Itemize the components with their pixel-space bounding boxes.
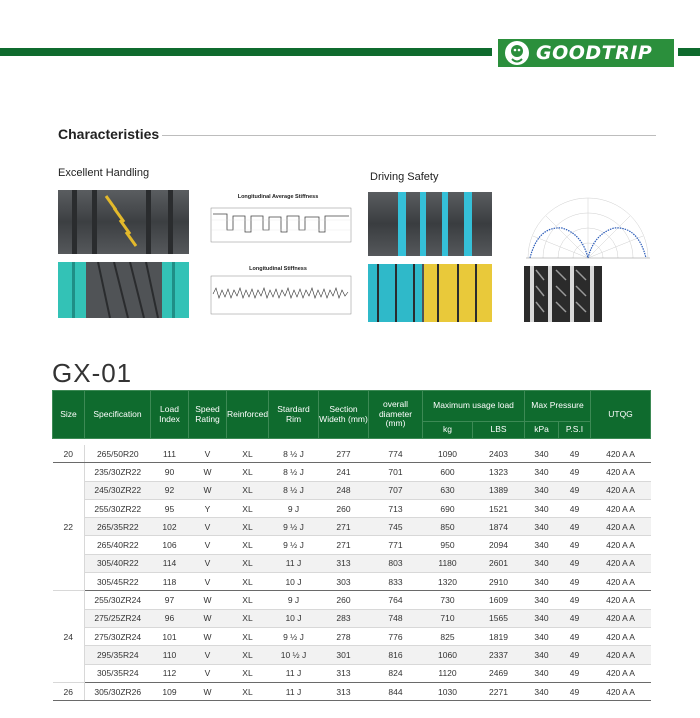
table-cell: 420 A A: [591, 627, 651, 645]
size-cell: 20: [53, 445, 85, 463]
spec-table: [52, 390, 651, 701]
table-cell: XL: [227, 609, 269, 627]
header-lbs: LBS: [473, 422, 525, 439]
table-cell: V: [189, 664, 227, 682]
table-cell: XL: [227, 481, 269, 499]
table-cell: 9 ½ J: [269, 518, 319, 536]
header-speed-rating: Speed Rating: [189, 391, 227, 439]
table-cell: 305/35R24: [85, 664, 151, 682]
table-cell: 118: [151, 573, 189, 591]
table-cell: 49: [559, 609, 591, 627]
table-cell: 49: [559, 518, 591, 536]
tread-image-safety-grooves: [368, 192, 492, 256]
table-cell: V: [189, 646, 227, 664]
table-cell: 275/25ZR24: [85, 609, 151, 627]
table-cell: 701: [369, 463, 423, 481]
table-cell: 420 A A: [591, 554, 651, 572]
table-cell: 112: [151, 664, 189, 682]
table-cell: W: [189, 591, 227, 609]
table-row: [53, 609, 651, 627]
table-cell: W: [189, 627, 227, 645]
table-cell: 420 A A: [591, 646, 651, 664]
table-cell: 713: [369, 499, 423, 517]
tread-image-safety-colored: [368, 264, 492, 322]
table-cell: XL: [227, 682, 269, 700]
table-cell: 2271: [473, 682, 525, 700]
table-cell: 92: [151, 481, 189, 499]
table-cell: 2403: [473, 445, 525, 463]
table-cell: 9 ½ J: [269, 536, 319, 554]
header-standard-rim: Stardard Rim: [269, 391, 319, 439]
table-cell: 255/30ZR24: [85, 591, 151, 609]
table-cell: 824: [369, 664, 423, 682]
table-cell: 748: [369, 609, 423, 627]
table-cell: 420 A A: [591, 573, 651, 591]
table-cell: XL: [227, 518, 269, 536]
table-cell: 420 A A: [591, 682, 651, 700]
table-cell: 49: [559, 463, 591, 481]
table-cell: 10 J: [269, 609, 319, 627]
table-cell: 271: [319, 518, 369, 536]
longitudinal-stiffness-chart: [197, 262, 359, 322]
table-cell: 340: [525, 481, 559, 499]
spec-table-body: [53, 439, 651, 701]
table-cell: 10 J: [269, 573, 319, 591]
table-cell: 730: [423, 591, 473, 609]
table-cell: 255/30ZR22: [85, 499, 151, 517]
table-cell: 49: [559, 573, 591, 591]
table-cell: 305/45R22: [85, 573, 151, 591]
table-cell: 49: [559, 627, 591, 645]
table-cell: 420 A A: [591, 664, 651, 682]
table-cell: 301: [319, 646, 369, 664]
table-cell: 2601: [473, 554, 525, 572]
table-cell: 1060: [423, 646, 473, 664]
table-cell: 305/30ZR26: [85, 682, 151, 700]
table-cell: 90: [151, 463, 189, 481]
table-cell: 101: [151, 627, 189, 645]
table-cell: 96: [151, 609, 189, 627]
table-cell: 776: [369, 627, 423, 645]
table-cell: 420 A A: [591, 463, 651, 481]
table-cell: 420 A A: [591, 591, 651, 609]
table-cell: 340: [525, 646, 559, 664]
table-cell: 340: [525, 609, 559, 627]
table-row: [53, 463, 651, 481]
table-cell: 420 A A: [591, 499, 651, 517]
table-cell: 2337: [473, 646, 525, 664]
table-row: [53, 499, 651, 517]
table-cell: 11 J: [269, 682, 319, 700]
table-cell: XL: [227, 591, 269, 609]
header-green-bar-end: [678, 48, 700, 56]
table-cell: 11 J: [269, 664, 319, 682]
table-cell: 49: [559, 481, 591, 499]
table-cell: 340: [525, 518, 559, 536]
table-cell: 275/30ZR24: [85, 627, 151, 645]
table-row: [53, 573, 651, 591]
table-cell: 340: [525, 627, 559, 645]
table-cell: 1320: [423, 573, 473, 591]
table-row: [53, 591, 651, 609]
table-cell: 833: [369, 573, 423, 591]
table-cell: 248: [319, 481, 369, 499]
table-cell: 49: [559, 536, 591, 554]
table-cell: 111: [151, 445, 189, 463]
table-row: [53, 646, 651, 664]
table-cell: 260: [319, 591, 369, 609]
model-name: GX-01: [52, 358, 133, 388]
table-row: [53, 481, 651, 499]
header-section-width: Section Wideth (mm): [319, 391, 369, 439]
table-cell: 1389: [473, 481, 525, 499]
table-cell: 49: [559, 499, 591, 517]
table-cell: 340: [525, 682, 559, 700]
section-title: Characteristies: [58, 126, 160, 142]
table-cell: XL: [227, 646, 269, 664]
table-cell: 11 J: [269, 554, 319, 572]
table-cell: 8 ½ J: [269, 445, 319, 463]
table-cell: 420 A A: [591, 536, 651, 554]
table-row: [53, 445, 651, 463]
table-cell: 1874: [473, 518, 525, 536]
table-cell: 950: [423, 536, 473, 554]
table-cell: 49: [559, 554, 591, 572]
chart2-title: Longitudinal Stiffness: [249, 266, 307, 272]
table-cell: V: [189, 536, 227, 554]
table-cell: 340: [525, 536, 559, 554]
table-cell: XL: [227, 536, 269, 554]
table-cell: 235/30ZR22: [85, 463, 151, 481]
table-cell: 278: [319, 627, 369, 645]
table-cell: 245/30ZR22: [85, 481, 151, 499]
table-cell: 106: [151, 536, 189, 554]
table-cell: 2469: [473, 664, 525, 682]
table-cell: 340: [525, 499, 559, 517]
table-cell: 340: [525, 554, 559, 572]
table-cell: V: [189, 445, 227, 463]
table-cell: 1180: [423, 554, 473, 572]
table-cell: 803: [369, 554, 423, 572]
table-cell: 1819: [473, 627, 525, 645]
table-cell: 630: [423, 481, 473, 499]
table-row: [53, 518, 651, 536]
table-cell: 102: [151, 518, 189, 536]
tread-image-handling-teal: [58, 262, 189, 318]
table-cell: 2094: [473, 536, 525, 554]
table-cell: 303: [319, 573, 369, 591]
table-cell: 313: [319, 554, 369, 572]
header-max-pressure: Max Pressure: [525, 391, 591, 422]
header-kpa: kPa: [525, 422, 559, 439]
table-cell: 420 A A: [591, 481, 651, 499]
header-specification: Specification: [85, 391, 151, 439]
table-cell: 850: [423, 518, 473, 536]
mascot-icon: [504, 40, 530, 66]
table-cell: Y: [189, 499, 227, 517]
driving-safety-caption: Driving Safety: [370, 171, 439, 183]
table-cell: 9 J: [269, 499, 319, 517]
tread-image-handling-grey: [58, 190, 189, 254]
table-cell: 313: [319, 664, 369, 682]
table-cell: XL: [227, 573, 269, 591]
brand-name: GOODTRIP: [536, 42, 653, 64]
table-cell: 49: [559, 591, 591, 609]
header-green-bar: [0, 48, 492, 56]
table-cell: 1609: [473, 591, 525, 609]
table-cell: 277: [319, 445, 369, 463]
table-cell: XL: [227, 463, 269, 481]
table-cell: V: [189, 518, 227, 536]
table-cell: W: [189, 463, 227, 481]
table-cell: 9 ½ J: [269, 627, 319, 645]
table-cell: 2910: [473, 573, 525, 591]
table-cell: 1090: [423, 445, 473, 463]
table-cell: 844: [369, 682, 423, 700]
table-cell: 340: [525, 573, 559, 591]
table-cell: W: [189, 682, 227, 700]
chart1-title: Longitudinal Average Stiffness: [237, 194, 319, 200]
table-cell: 305/40R22: [85, 554, 151, 572]
table-cell: 95: [151, 499, 189, 517]
table-row: [53, 536, 651, 554]
table-cell: 1565: [473, 609, 525, 627]
table-cell: 49: [559, 445, 591, 463]
table-cell: 114: [151, 554, 189, 572]
polar-contact-plot: [518, 186, 658, 266]
table-cell: 420 A A: [591, 445, 651, 463]
table-cell: 420 A A: [591, 518, 651, 536]
header-reinforced: Reinforced: [227, 391, 269, 439]
header-overall-diameter: overall diameter (mm): [369, 391, 423, 439]
table-cell: 49: [559, 664, 591, 682]
size-cell: 24: [53, 591, 85, 682]
table-cell: 420 A A: [591, 609, 651, 627]
table-cell: 340: [525, 664, 559, 682]
table-cell: 9 J: [269, 591, 319, 609]
size-cell: 22: [53, 463, 85, 591]
table-cell: 8 ½ J: [269, 481, 319, 499]
size-cell: 26: [53, 682, 85, 700]
table-cell: 265/40R22: [85, 536, 151, 554]
table-cell: 313: [319, 682, 369, 700]
tread-image-safety-bw: [524, 266, 602, 322]
table-cell: 710: [423, 609, 473, 627]
table-cell: 8 ½ J: [269, 463, 319, 481]
table-cell: W: [189, 609, 227, 627]
table-cell: 825: [423, 627, 473, 645]
table-cell: 97: [151, 591, 189, 609]
table-cell: 260: [319, 499, 369, 517]
table-cell: V: [189, 554, 227, 572]
table-cell: 764: [369, 591, 423, 609]
table-row: [53, 664, 651, 682]
header-size: Size: [53, 391, 85, 439]
longitudinal-average-stiffness-chart: [197, 190, 359, 254]
header-utqg: UTQG: [591, 391, 651, 439]
brand-logo: [498, 39, 674, 67]
header-load-index: Load Index: [151, 391, 189, 439]
table-cell: 265/50R20: [85, 445, 151, 463]
table-cell: 1323: [473, 463, 525, 481]
table-cell: 340: [525, 591, 559, 609]
table-cell: 1521: [473, 499, 525, 517]
section-divider: [162, 135, 656, 136]
table-cell: 745: [369, 518, 423, 536]
table-row: [53, 682, 651, 700]
table-cell: 771: [369, 536, 423, 554]
table-cell: 265/35R22: [85, 518, 151, 536]
table-cell: W: [189, 481, 227, 499]
table-cell: 1030: [423, 682, 473, 700]
table-cell: 600: [423, 463, 473, 481]
table-cell: 10 ½ J: [269, 646, 319, 664]
table-cell: 816: [369, 646, 423, 664]
table-cell: 241: [319, 463, 369, 481]
table-cell: XL: [227, 664, 269, 682]
table-cell: V: [189, 573, 227, 591]
table-cell: XL: [227, 445, 269, 463]
table-cell: 109: [151, 682, 189, 700]
header-psi: P.S.I: [559, 422, 591, 439]
table-cell: 49: [559, 682, 591, 700]
header-kg: kg: [423, 422, 473, 439]
table-cell: 295/35R24: [85, 646, 151, 664]
header-max-load: Maximum usage load: [423, 391, 525, 422]
table-cell: 283: [319, 609, 369, 627]
table-row: [53, 554, 651, 572]
excellent-handling-caption: Excellent Handling: [58, 167, 150, 179]
table-cell: 774: [369, 445, 423, 463]
table-cell: 707: [369, 481, 423, 499]
table-cell: 49: [559, 646, 591, 664]
table-cell: XL: [227, 499, 269, 517]
table-row: [53, 627, 651, 645]
table-cell: XL: [227, 554, 269, 572]
table-cell: 1120: [423, 664, 473, 682]
table-cell: 340: [525, 445, 559, 463]
table-cell: XL: [227, 627, 269, 645]
table-cell: 690: [423, 499, 473, 517]
table-cell: 271: [319, 536, 369, 554]
table-cell: 340: [525, 463, 559, 481]
table-cell: 110: [151, 646, 189, 664]
